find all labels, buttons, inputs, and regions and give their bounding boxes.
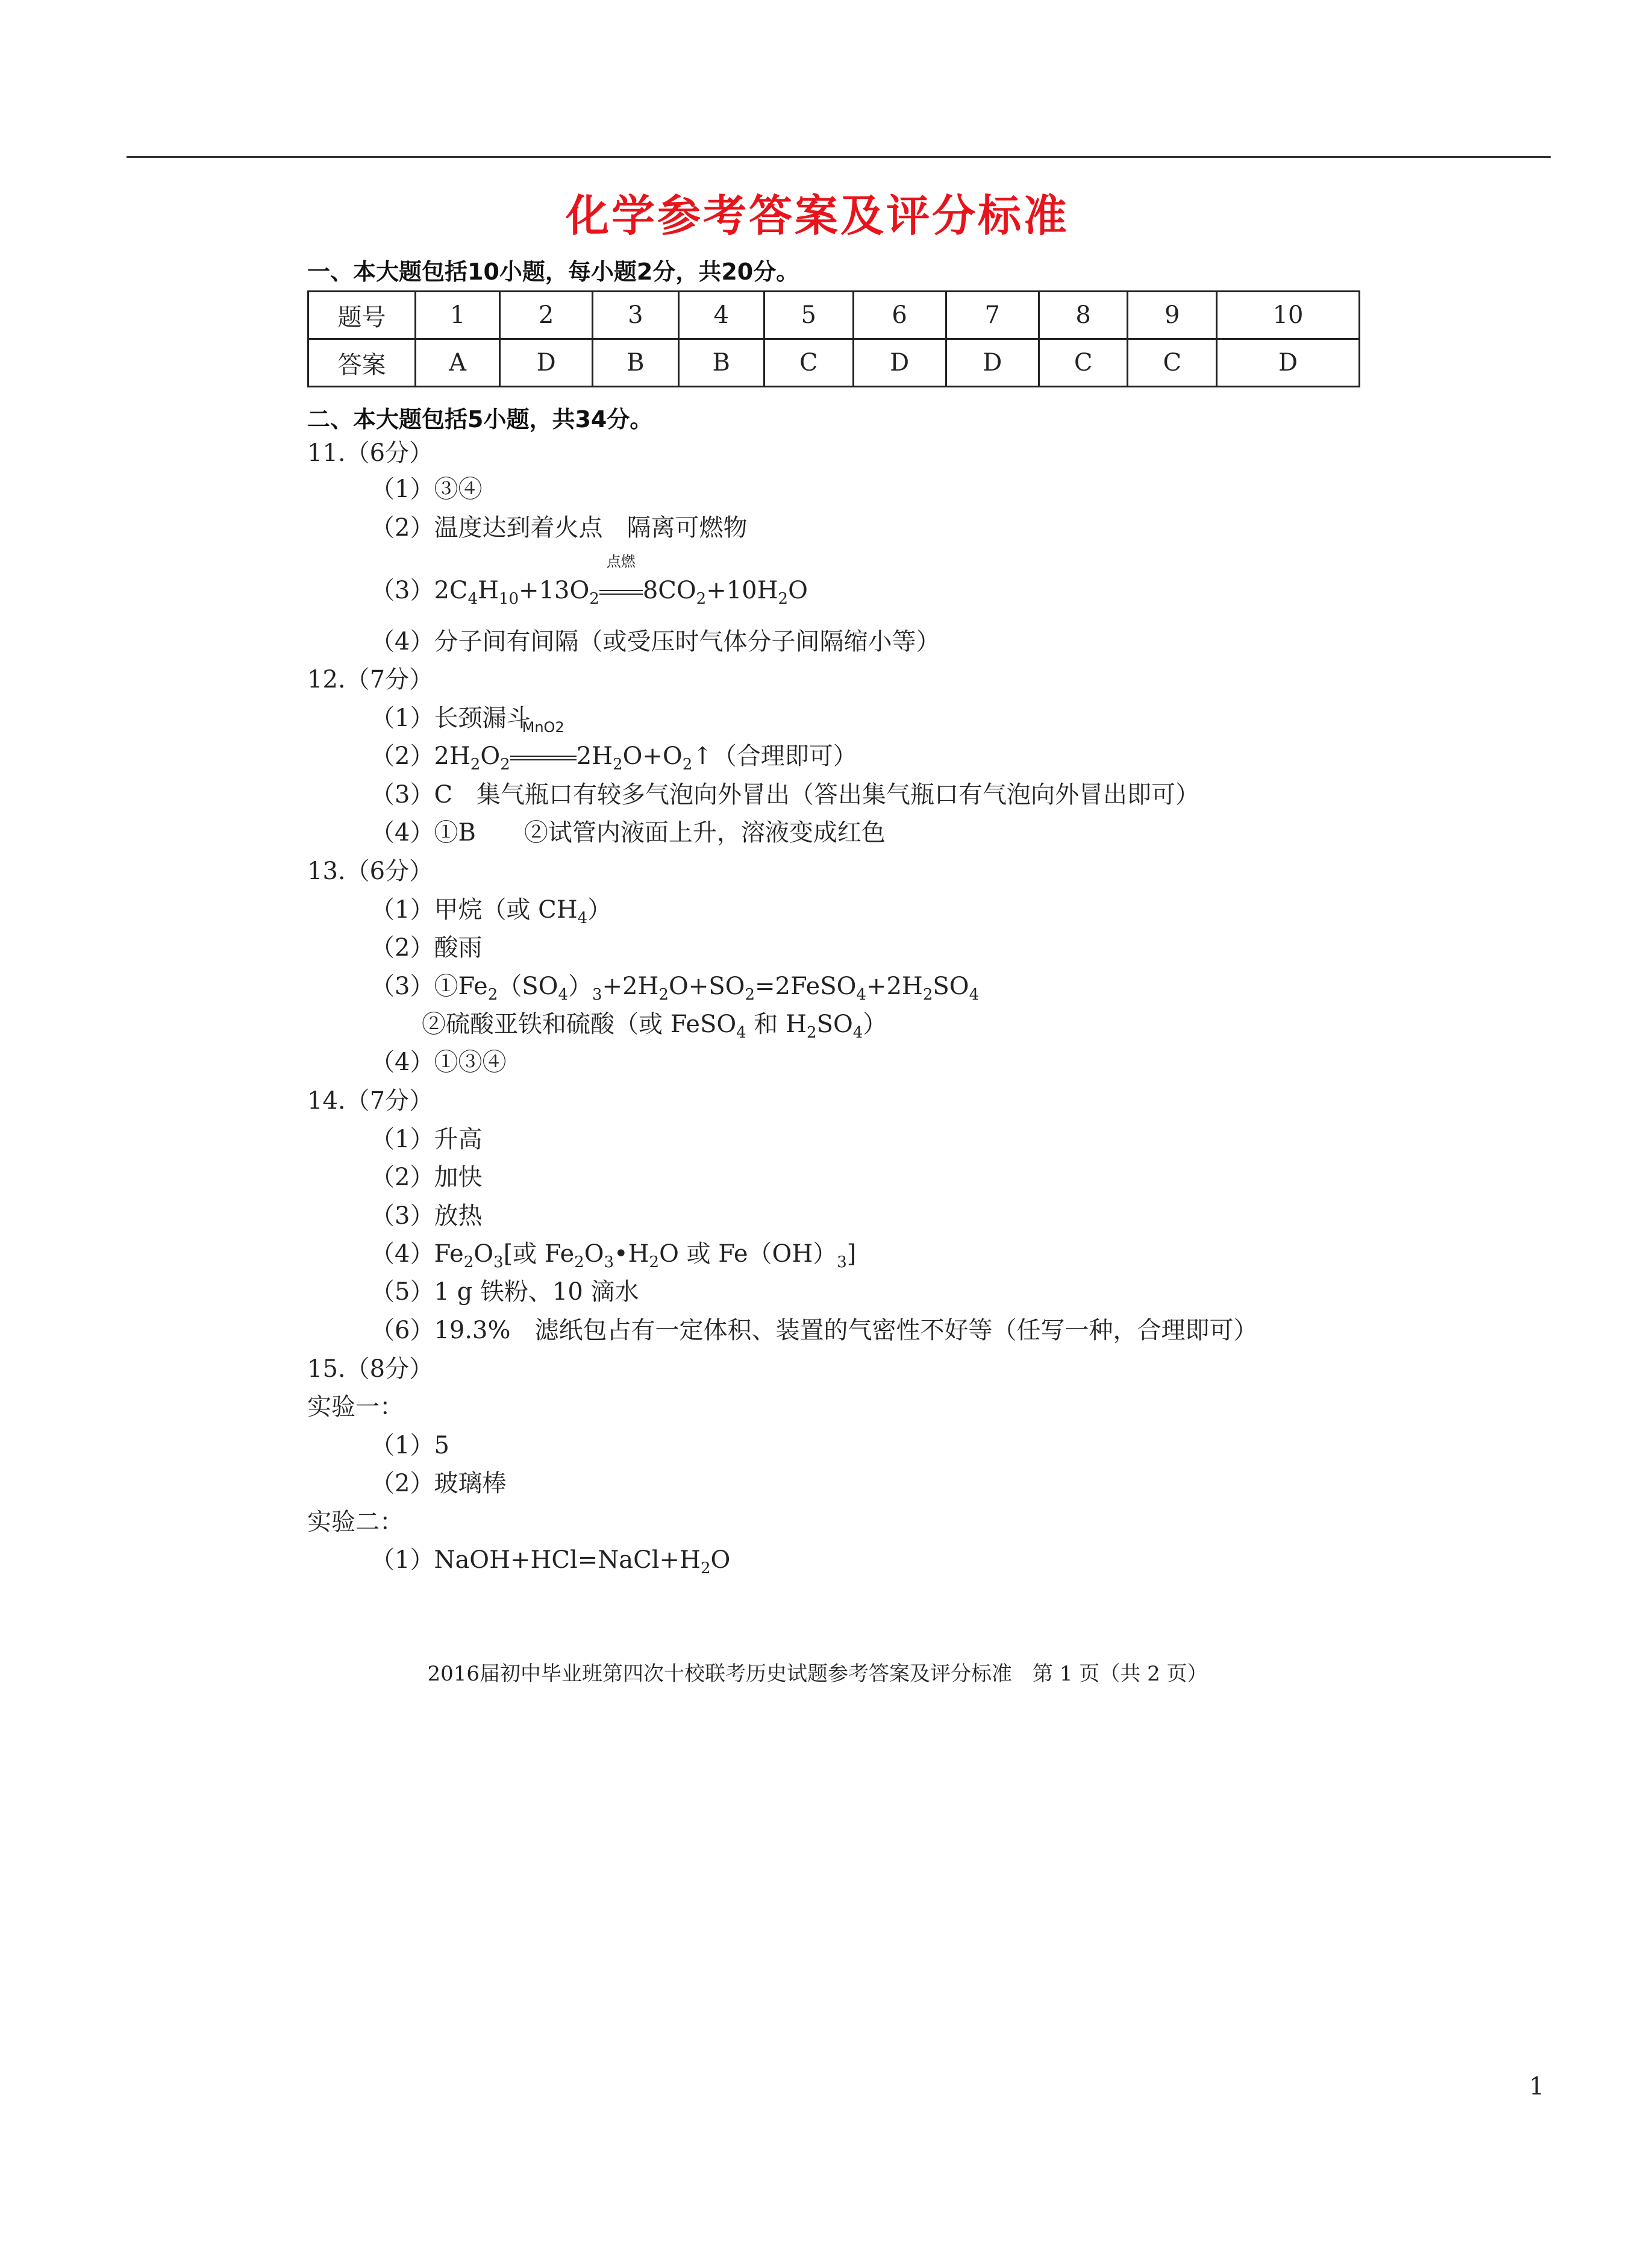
q14-answer-5: （5）1 g 铁粉、10 滴水 bbox=[370, 1278, 639, 1306]
q11-answer-2: （2）温度达到着火点 隔离可燃物 bbox=[370, 514, 748, 542]
table-cell: 7 bbox=[946, 292, 1039, 339]
table-row-numbers bbox=[308, 292, 1360, 339]
table-cell: 4 bbox=[678, 292, 764, 339]
question-15-label: 15.（8分） bbox=[307, 1355, 434, 1383]
table-cell: D bbox=[853, 339, 946, 387]
q11-answer-3: $(3)2C_4H_{10}+13O_2$ 点燃 $8CO_2+10H_2O$ bbox=[370, 553, 808, 608]
section2-heading: 二、本大题包括5小题，共34分。 bbox=[307, 406, 653, 433]
table-cell: C bbox=[1039, 339, 1128, 387]
q15-exp2-answer-1: $(1)NaOH+HCl=NaCl+H_2O$ bbox=[370, 1546, 731, 1577]
table-row-answers bbox=[308, 339, 1360, 387]
q11-answer-1: （1）③④ bbox=[370, 475, 483, 503]
table-cell: 2 bbox=[500, 292, 593, 339]
q12-answer-1: （1）长颈漏斗 bbox=[370, 704, 531, 732]
table-row-label: 答案 bbox=[308, 339, 416, 387]
reaction-arrow bbox=[510, 719, 577, 774]
q15-experiment-1: 实验一： bbox=[307, 1393, 404, 1421]
q11-answer-4: （4）分子间有间隔（或受压时气体分子间隔缩小等） bbox=[370, 628, 940, 656]
answer-table bbox=[307, 290, 1360, 387]
q13-answer-3b: ②硫酸亚铁和硫酸（或 FeSO$_4$ 和 $H_2SO_4$） bbox=[422, 1010, 887, 1042]
table-cell: 10 bbox=[1217, 292, 1360, 339]
page-number: 1 bbox=[1529, 2073, 1545, 2100]
q15-experiment-2: 实验二： bbox=[307, 1508, 404, 1536]
table-cell: D bbox=[500, 339, 593, 387]
q13-answer-1: （1）甲烷（或 $CH_4$） bbox=[370, 896, 612, 927]
question-14-label: 14.（7分） bbox=[307, 1087, 434, 1115]
question-13-label: 13.（6分） bbox=[307, 857, 434, 885]
q12-answer-4: （4）①B ②试管内液面上升，溶液变成红色 bbox=[370, 819, 886, 847]
table-cell: 8 bbox=[1039, 292, 1128, 339]
q13-answer-4: （4）①③④ bbox=[370, 1048, 507, 1076]
table-cell: C bbox=[1128, 339, 1217, 387]
q14-answer-6: （6）19.3% 滤纸包占有一定体积、装置的气密性不好等（任写一种，合理即可） bbox=[370, 1317, 1258, 1344]
table-cell: 3 bbox=[593, 292, 678, 339]
reaction-condition: MnO2 bbox=[522, 719, 564, 736]
table-cell: D bbox=[946, 339, 1039, 387]
q14-answer-2: （2）加快 bbox=[370, 1164, 483, 1191]
page-footer: 2016届初中毕业班第四次十校联考历史试题参考答案及评分标准 第 1 页（共 2 页） bbox=[427, 1662, 1208, 1686]
q15-exp1-answer-2: （2）玻璃棒 bbox=[370, 1470, 507, 1497]
q14-answer-3: （3）放热 bbox=[370, 1202, 483, 1230]
question-12-label: 12.（7分） bbox=[307, 666, 434, 694]
q14-answer-4: $(4)Fe_2O_3$[或 $Fe_2O_3•H_2O$ 或 $Fe(OH)_3$] bbox=[370, 1240, 857, 1271]
table-cell: B bbox=[678, 339, 764, 387]
table-cell: C bbox=[764, 339, 853, 387]
table-cell: D bbox=[1217, 339, 1360, 387]
top-rule bbox=[127, 156, 1551, 158]
table-cell: 6 bbox=[853, 292, 946, 339]
reaction-arrow bbox=[599, 553, 643, 609]
q13-answer-2: （2）酸雨 bbox=[370, 934, 483, 962]
q12-answer-3: （3）C 集气瓶口有较多气泡向外冒出（答出集气瓶口有气泡向外冒出即可） bbox=[370, 781, 1200, 809]
q14-answer-1: （1）升高 bbox=[370, 1126, 483, 1153]
q15-exp1-answer-1: （1）5 bbox=[370, 1432, 449, 1459]
table-cell: 1 bbox=[416, 292, 500, 339]
question-11-label: 11.（6分） bbox=[307, 439, 434, 467]
table-cell: 9 bbox=[1128, 292, 1217, 339]
table-cell: 5 bbox=[764, 292, 853, 339]
page-title: 化学参考答案及评分标准 bbox=[565, 190, 1069, 241]
table-cell: A bbox=[416, 339, 500, 387]
table-row-label: 题号 bbox=[308, 292, 416, 339]
reaction-condition: 点燃 bbox=[606, 553, 636, 570]
table-cell: B bbox=[593, 339, 678, 387]
q12-answer-2: $(2)2H_2O_2$ MnO2 $2H_2O+O_2↑$（合理即可） bbox=[370, 719, 857, 774]
section1-heading: 一、本大题包括10小题，每小题2分，共20分。 bbox=[307, 258, 799, 285]
q13-answer-3: $(3)①Fe_2(SO_4)_3+2H_2O+SO_2=2FeSO_4+2H_2SO_4$ bbox=[370, 973, 980, 1004]
